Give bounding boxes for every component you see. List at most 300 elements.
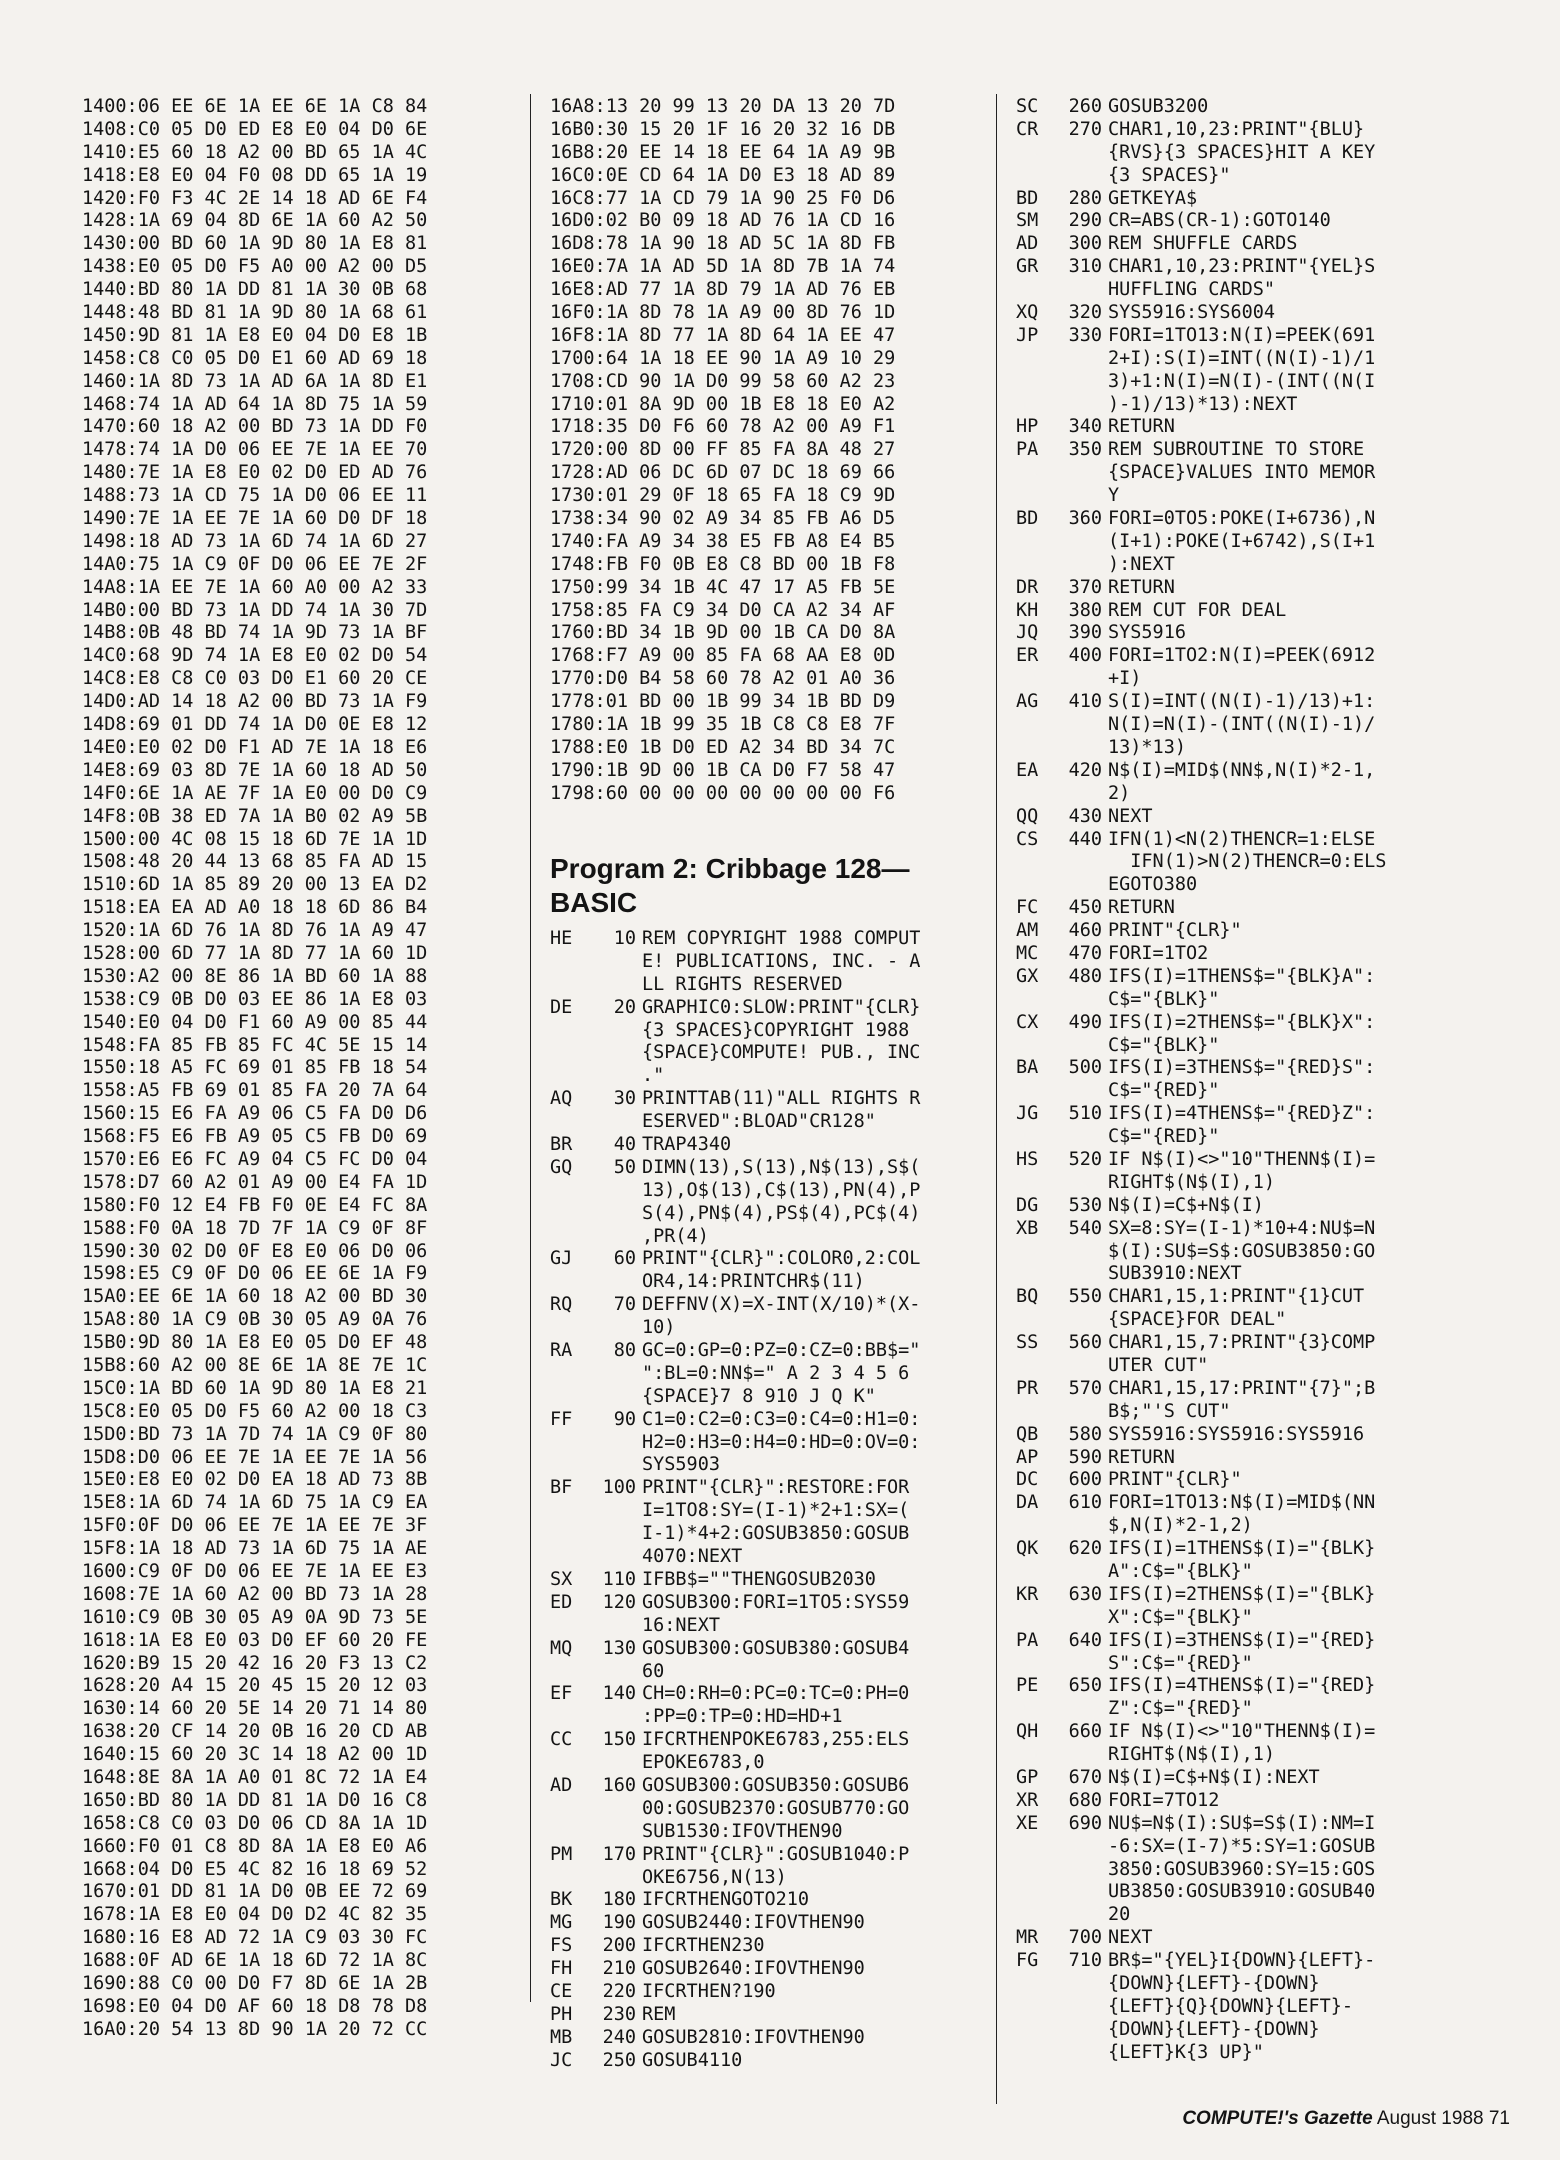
basic-line (550, 997, 990, 1020)
basic-line (1016, 920, 1496, 943)
basic-line (550, 1065, 990, 1088)
basic-line (550, 1134, 990, 1157)
basic-line (550, 1546, 990, 1569)
code-text: CHAR1,15,17:PRINT"{7}";B (1108, 1377, 1376, 1399)
basic-line (550, 1523, 990, 1546)
basic-line (1016, 1057, 1496, 1080)
checksum (1016, 1607, 1056, 1630)
line-number (590, 1203, 642, 1226)
hex-line: 1730:01 29 0F 18 65 FA 18 C9 9D (550, 485, 896, 507)
code-text: ESERVED":BLOAD"CR128" (642, 1111, 876, 1133)
line-number (590, 1317, 642, 1340)
checksum: GX (1016, 965, 1039, 987)
line-number: 290 (1068, 210, 1102, 232)
basic-line (550, 1706, 990, 1729)
hex-line: 1670:01 DD 81 1A D0 0B EE 72 69 (82, 1881, 428, 1903)
code-text: C1=0:C2=0:C3=0:C4=0:H1=0: (642, 1408, 921, 1430)
checksum (1016, 737, 1056, 760)
line-number: 390 (1068, 622, 1102, 644)
code-text: OR4,14:PRINTCHR$(11) (642, 1271, 865, 1293)
hex-line: 1600:C9 0F D0 06 EE 7E 1A EE E3 (82, 1561, 428, 1582)
line-number (590, 1271, 642, 1294)
checksum: RQ (550, 1294, 573, 1316)
code-text: IFS(I)=2THENS$="{BLK}X": (1108, 1011, 1376, 1033)
code-text: GOSUB2810:IFOVTHEN90 (642, 2026, 865, 2048)
basic-line (1016, 829, 1496, 852)
code-text: SYS5916:SYS5916:SYS5916 (1108, 1423, 1365, 1445)
hex-line: 14A0:75 1A C9 0F D0 06 EE 7E 2F (82, 553, 428, 575)
code-text: IFN(1)>N(2)THENCR=0:ELS (1108, 851, 1387, 873)
line-number: 550 (1068, 1286, 1102, 1308)
hex-line: 1758:85 FA C9 34 D0 CA A2 34 AF (550, 599, 896, 621)
code-text: 10) (642, 1317, 676, 1339)
hex-line: 15C0:1A BD 60 1A 9D 80 1A E8 21 (82, 1377, 428, 1399)
code-text: RIGHT$(N$(I),1) (1108, 1171, 1276, 1193)
line-number (590, 951, 642, 974)
code-text: GRAPHIC0:SLOW:PRINT"{CLR} (642, 996, 921, 1018)
line-number: 100 (602, 1477, 636, 1499)
code-text: I=1TO8:SY=(I-1)*2+1:SX=( (642, 1500, 910, 1522)
line-number: 190 (602, 1912, 636, 1934)
code-text: X":C$="{BLK}" (1108, 1606, 1253, 1628)
line-number (1056, 165, 1108, 188)
hex-line: 1460:1A 8D 73 1A AD 6A 1A 8D E1 (82, 370, 428, 392)
code-text: $,N(I)*2-1,2) (1108, 1515, 1253, 1537)
checksum (550, 1386, 590, 1409)
code-text: DIMN(13),S(13),N$(13),S$( (642, 1156, 921, 1178)
basic-line (1016, 691, 1496, 714)
page-footer (1050, 2108, 1510, 2138)
code-text: IFS(I)=1THENS$="{BLK}A": (1108, 965, 1376, 987)
program-2-heading (550, 852, 990, 920)
checksum (1016, 2042, 1056, 2065)
basic-line (1016, 1355, 1496, 1378)
checksum (1016, 371, 1056, 394)
line-number: 130 (602, 1637, 636, 1659)
hex-line: 1580:F0 12 E4 FB F0 0E E4 FC 8A (82, 1194, 428, 1216)
hex-line: 1420:F0 F3 4C 2E 14 18 AD 6E F4 (82, 187, 428, 209)
hex-line: 1760:BD 34 1B 9D 00 1B CA D0 8A (550, 622, 896, 644)
basic-line (550, 1592, 990, 1615)
checksum (550, 1821, 590, 1844)
basic-line (1016, 119, 1496, 142)
checksum: KR (1016, 1583, 1039, 1605)
code-text: NU$=N$(I):SU$=S$(I):NM=I (1108, 1812, 1376, 1834)
code-text: SX=8:SY=(I-1)*10+4:NU$=N (1108, 1217, 1376, 1239)
hex-line: 1430:00 BD 60 1A 9D 80 1A E8 81 (82, 233, 428, 255)
line-number: 710 (1068, 1950, 1102, 1972)
checksum: QK (1016, 1538, 1039, 1560)
checksum (550, 1203, 590, 1226)
code-text: CH=0:RH=0:PC=0:TC=0:PH=0 (642, 1683, 910, 1705)
checksum: QB (1016, 1423, 1039, 1445)
code-text: {DOWN}{LEFT}-{DOWN} (1108, 2018, 1320, 2040)
line-number: 230 (602, 2003, 636, 2025)
checksum: GQ (550, 1156, 573, 1178)
checksum (1016, 874, 1056, 897)
code-text: :PP=0:TP=0:HD=HD+1 (642, 1706, 843, 1728)
checksum (1016, 668, 1056, 691)
basic-line (1016, 1218, 1496, 1241)
checksum (1016, 1744, 1056, 1767)
checksum: MG (550, 1912, 573, 1934)
basic-line (1016, 1996, 1496, 2019)
checksum (550, 1363, 590, 1386)
line-number (1056, 531, 1108, 554)
checksum: EA (1016, 759, 1039, 781)
basic-line (550, 1912, 990, 1935)
line-number (1056, 485, 1108, 508)
line-number: 200 (602, 1935, 636, 1957)
code-text: IFN(1)<N(2)THENCR=1:ELSE (1108, 828, 1376, 850)
line-number (590, 1065, 642, 1088)
line-number: 20 (613, 996, 636, 1018)
hex-line: 15D0:BD 73 1A 7D 74 1A C9 0F 80 (82, 1423, 428, 1445)
basic-line (1016, 1035, 1496, 1058)
checksum: AD (550, 1774, 573, 1796)
basic-line (550, 1615, 990, 1638)
basic-line (1016, 783, 1496, 806)
basic-line (1016, 1195, 1496, 1218)
line-number (590, 1500, 642, 1523)
code-text: RETURN (1108, 576, 1175, 598)
code-text: 2+I):S(I)=INT((N(I)-1)/1 (1108, 347, 1376, 369)
basic-line (1016, 1447, 1496, 1470)
hex-line: 1768:F7 A9 00 85 FA 68 AA E8 0D (550, 645, 896, 667)
code-text: E! PUBLICATIONS, INC. - A (642, 950, 921, 972)
code-text: C$="{BLK}" (1108, 1034, 1220, 1056)
checksum (1016, 989, 1056, 1012)
line-number: 480 (1068, 965, 1102, 987)
hex-line: 1418:E8 E0 04 F0 08 DD 65 1A 19 (82, 164, 428, 186)
checksum: SX (550, 1568, 573, 1590)
line-number: 90 (613, 1408, 636, 1430)
code-text: 13),O$(13),C$(13),PN(4),P (642, 1179, 921, 1201)
basic-line (1016, 1103, 1496, 1126)
hex-line: 15F0:0F D0 06 EE 7E 1A EE 7E 3F (82, 1515, 428, 1537)
code-text: IFS(I)=3THENS$(I)="{RED} (1108, 1629, 1376, 1651)
hex-line: 15E8:1A 6D 74 1A 6D 75 1A C9 EA (82, 1492, 428, 1514)
basic-line (1016, 439, 1496, 462)
checksum: JC (550, 2049, 573, 2071)
program-2-subtitle: Cribbage 128— (705, 853, 910, 884)
basic-line (550, 1454, 990, 1477)
line-number: 40 (613, 1134, 636, 1156)
line-number: 210 (602, 1958, 636, 1980)
basic-line (550, 1844, 990, 1867)
code-text: IFBB$=""THENGOSUB2030 (642, 1568, 876, 1590)
checksum: SS (1016, 1332, 1039, 1354)
hex-line: 1530:A2 00 8E 86 1A BD 60 1A 88 (82, 965, 428, 987)
basic-line (550, 974, 990, 997)
basic-line (550, 1661, 990, 1684)
basic-line (1016, 1126, 1496, 1149)
line-number (1056, 851, 1108, 874)
line-number (1056, 1904, 1108, 1927)
checksum: XB (1016, 1217, 1039, 1239)
hex-line: 1790:1B 9D 00 1B CA D0 F7 58 47 (550, 759, 896, 781)
code-text: {3 SPACES}" (1108, 164, 1231, 186)
code-text: IFS(I)=4THENS$="{RED}Z": (1108, 1103, 1376, 1125)
checksum: MB (550, 2026, 573, 2048)
checksum (1016, 1515, 1056, 1538)
code-text: SYS5916 (1108, 622, 1186, 644)
basic-line (1016, 1424, 1496, 1447)
basic-line (550, 928, 990, 951)
code-text: RETURN (1108, 1446, 1175, 1468)
code-text: CHAR1,10,23:PRINT"{YEL}S (1108, 256, 1376, 278)
code-text: RETURN (1108, 416, 1175, 438)
checksum (1016, 165, 1056, 188)
checksum (550, 1706, 590, 1729)
line-number (1056, 1035, 1108, 1058)
line-number: 580 (1068, 1423, 1102, 1445)
checksum (550, 1042, 590, 1065)
basic-line (550, 1294, 990, 1317)
basic-line (1016, 1401, 1496, 1424)
code-text: SYS5916:SYS6004 (1108, 302, 1276, 324)
hex-line: 1738:34 90 02 A9 34 85 FB A6 D5 (550, 508, 896, 530)
checksum (550, 1020, 590, 1043)
line-number (590, 1363, 642, 1386)
line-number (590, 1661, 642, 1684)
code-text: FORI=1TO2 (1108, 942, 1209, 964)
checksum (1016, 531, 1056, 554)
line-number (1056, 1263, 1108, 1286)
line-number: 220 (602, 1980, 636, 2002)
checksum: PH (550, 2003, 573, 2025)
checksum (1016, 1401, 1056, 1424)
hex-line: 15D8:D0 06 EE 7E 1A EE 7E 1A 56 (82, 1446, 428, 1468)
hex-line: 16A0:20 54 13 8D 90 1A 20 72 CC (82, 2018, 428, 2040)
hex-line: 1658:C8 C0 03 D0 06 CD 8A 1A 1D (82, 1812, 428, 1834)
line-number: 370 (1068, 576, 1102, 598)
line-number (1056, 1859, 1108, 1882)
checksum (1016, 1859, 1056, 1882)
checksum (1016, 1355, 1056, 1378)
line-number: 700 (1068, 1927, 1102, 1949)
checksum: HP (1016, 416, 1039, 438)
checksum (1016, 1035, 1056, 1058)
checksum: BA (1016, 1057, 1039, 1079)
line-number (1056, 783, 1108, 806)
line-number (590, 974, 642, 997)
code-text: PRINTTAB(11)"ALL RIGHTS R (642, 1088, 921, 1110)
hex-line: 1590:30 02 D0 0F E8 E0 06 D0 06 (82, 1240, 428, 1262)
code-text: CR=ABS(CR-1):GOTO140 (1108, 210, 1331, 232)
code-text: FORI=1TO13:N$(I)=MID$(NN (1108, 1492, 1376, 1514)
checksum: HS (1016, 1148, 1039, 1170)
basic-line (1016, 966, 1496, 989)
basic-line (1016, 1241, 1496, 1264)
checksum (1016, 142, 1056, 165)
hex-line: 1668:04 D0 E5 4C 82 16 18 69 52 (82, 1858, 428, 1880)
basic-line (1016, 1881, 1496, 1904)
basic-line (1016, 1469, 1496, 1492)
code-text: SUB1530:IFOVTHEN90 (642, 1820, 843, 1842)
hex-line: 16A8:13 20 99 13 20 DA 13 20 7D (550, 96, 896, 117)
hex-line: 1550:18 A5 FC 69 01 85 FB 18 54 (82, 1057, 428, 1079)
line-number: 650 (1068, 1675, 1102, 1697)
hex-line: 16B8:20 EE 14 18 EE 64 1A A9 9B (550, 141, 896, 163)
basic-line (1016, 851, 1496, 874)
line-number: 360 (1068, 508, 1102, 530)
basic-line (550, 1180, 990, 1203)
hex-line: 1708:CD 90 1A D0 99 58 60 A2 23 (550, 370, 896, 392)
hex-line: 1520:1A 6D 76 1A 8D 76 1A A9 47 (82, 920, 428, 942)
basic-line (1016, 348, 1496, 371)
hex-line: 15A8:80 1A C9 0B 30 05 A9 0A 76 (82, 1309, 428, 1331)
checksum: PR (1016, 1377, 1039, 1399)
code-text: FORI=0TO5:POKE(I+6736),N (1108, 508, 1376, 530)
basic-line (1016, 233, 1496, 256)
checksum: GR (1016, 256, 1039, 278)
code-text: H2=0:H3=0:H4=0:HD=0:OV=0: (642, 1431, 921, 1453)
hex-line: 1718:35 D0 F6 60 78 A2 00 A9 F1 (550, 416, 896, 438)
code-text: Z":C$="{RED}" (1108, 1698, 1253, 1720)
line-number (1056, 1881, 1108, 1904)
checksum (1016, 1561, 1056, 1584)
code-text: {LEFT}{Q}{DOWN}{LEFT}- (1108, 1995, 1354, 2017)
checksum (1016, 1126, 1056, 1149)
basic-line (1016, 142, 1496, 165)
hex-line: 16F0:1A 8D 78 1A A9 00 8D 76 1D (550, 302, 896, 324)
code-text: S(I)=INT((N(I)-1)/13)+1: (1108, 691, 1376, 713)
hex-line: 1728:AD 06 DC 6D 07 DC 18 69 66 (550, 462, 896, 484)
hex-line: 1568:F5 E6 FB A9 05 C5 FB D0 69 (82, 1126, 428, 1148)
basic-line (1016, 2019, 1496, 2042)
hex-line: 1780:1A 1B 99 35 1B C8 C8 E8 7F (550, 714, 896, 736)
code-text: PRINT"{CLR}":COLOR0,2:COL (642, 1248, 921, 1270)
code-text: CHAR1,15,7:PRINT"{3}COMP (1108, 1332, 1376, 1354)
line-number: 300 (1068, 233, 1102, 255)
code-text: GOSUB300:FORI=1TO5:SYS59 (642, 1591, 910, 1613)
checksum: CR (1016, 118, 1039, 140)
line-number (1056, 348, 1108, 371)
basic-line (550, 1111, 990, 1134)
line-number (1056, 1241, 1108, 1264)
line-number (1056, 462, 1108, 485)
hex-line: 1410:E5 60 18 A2 00 BD 65 1A 4C (82, 141, 428, 163)
basic-line (1016, 1584, 1496, 1607)
code-text: REM SHUFFLE CARDS (1108, 233, 1298, 255)
code-text: PRINT"{CLR}":GOSUB1040:P (642, 1843, 910, 1865)
line-number: 540 (1068, 1217, 1102, 1239)
basic-line (1016, 1607, 1496, 1630)
hex-line: 1750:99 34 1B 4C 47 17 A5 FB 5E (550, 576, 896, 598)
hex-line: 16D0:02 B0 09 18 AD 76 1A CD 16 (550, 210, 896, 232)
line-number (1056, 737, 1108, 760)
basic-line (1016, 577, 1496, 600)
basic-line (1016, 1630, 1496, 1653)
basic-line (550, 1020, 990, 1043)
hex-line: 15C8:E0 05 D0 F5 60 A2 00 18 C3 (82, 1400, 428, 1422)
line-number (590, 1523, 642, 1546)
basic-line (1016, 210, 1496, 233)
basic-line (550, 1889, 990, 1912)
checksum (1016, 1904, 1056, 1927)
basic-line (1016, 394, 1496, 417)
code-text: 13)*13) (1108, 736, 1186, 758)
checksum: DE (550, 996, 573, 1018)
line-number (1056, 1836, 1108, 1859)
checksum: BQ (1016, 1286, 1039, 1308)
checksum (1016, 2019, 1056, 2042)
hex-line: 15A0:EE 6E 1A 60 18 A2 00 BD 30 (82, 1286, 428, 1308)
checksum (1016, 462, 1056, 485)
basic-line (1016, 371, 1496, 394)
basic-line (550, 1935, 990, 1958)
line-number: 610 (1068, 1492, 1102, 1514)
code-text: CHAR1,10,23:PRINT"{BLU} (1108, 118, 1365, 140)
code-text: {SPACE}7 8 910 J Q K" (642, 1385, 876, 1407)
line-number: 160 (602, 1774, 636, 1796)
checksum (550, 1523, 590, 1546)
code-text: -6:SX=(I-7)*5:SY=1:GOSUB (1108, 1835, 1376, 1857)
checksum: FC (1016, 897, 1039, 919)
hex-line: 1798:60 00 00 00 00 00 00 00 F6 (550, 782, 896, 804)
checksum (1016, 714, 1056, 737)
checksum: CC (550, 1729, 573, 1751)
checksum: BD (1016, 187, 1039, 209)
line-number: 250 (602, 2049, 636, 2071)
checksum: PA (1016, 1629, 1039, 1651)
code-text: GOSUB2440:IFOVTHEN90 (642, 1912, 865, 1934)
checksum (550, 1111, 590, 1134)
checksum (550, 1500, 590, 1523)
basic-line (1016, 943, 1496, 966)
basic-line (1016, 622, 1496, 645)
hex-line: 1538:C9 0B D0 03 EE 86 1A E8 03 (82, 988, 428, 1010)
hex-line: 1628:20 A4 15 20 45 15 20 12 03 (82, 1675, 428, 1697)
checksum: DC (1016, 1469, 1039, 1491)
basic-line (550, 1042, 990, 1065)
hex-line: 1480:7E 1A E8 E0 02 D0 ED AD 76 (82, 462, 428, 484)
hex-line: 1608:7E 1A 60 A2 00 BD 73 1A 28 (82, 1583, 428, 1605)
basic-line (1016, 1721, 1496, 1744)
footer-magazine: COMPUTE!'s Gazette (1182, 2108, 1373, 2129)
checksum: AQ (550, 1088, 573, 1110)
basic-line (1016, 600, 1496, 623)
hex-line: 1518:EA EA AD A0 18 18 6D 86 B4 (82, 897, 428, 919)
hex-line: 14B8:0B 48 BD 74 1A 9D 73 1A BF (82, 622, 428, 644)
line-number: 110 (602, 1568, 636, 1590)
line-number (1056, 371, 1108, 394)
code-text: IFS(I)=1THENS$(I)="{BLK} (1108, 1538, 1376, 1560)
basic-line (1016, 668, 1496, 691)
hex-listing-column-2 (550, 96, 985, 806)
hex-line: 14D0:AD 14 18 A2 00 BD 73 1A F9 (82, 691, 428, 713)
basic-line (1016, 1813, 1496, 1836)
basic-line (1016, 897, 1496, 920)
basic-line (1016, 462, 1496, 485)
code-text: IFS(I)=4THENS$(I)="{RED} (1108, 1675, 1376, 1697)
checksum: HE (550, 928, 573, 949)
line-number: 400 (1068, 645, 1102, 667)
code-text: FORI=1TO13:N(I)=PEEK(691 (1108, 324, 1376, 346)
code-text: (I+1):POKE(I+6742),S(I+1 (1108, 530, 1376, 552)
line-number: 520 (1068, 1148, 1102, 1170)
hex-line: 1570:E6 E6 FC A9 04 C5 FC D0 04 (82, 1148, 428, 1170)
checksum (550, 1454, 590, 1477)
code-text: IFCRTHENPOKE6783,255:ELS (642, 1729, 910, 1751)
checksum (1016, 1080, 1056, 1103)
hex-line: 1770:D0 B4 58 60 78 A2 01 A0 36 (550, 668, 896, 690)
hex-line: 14F0:6E 1A AE 7F 1A E0 00 D0 C9 (82, 782, 428, 804)
line-number (590, 1821, 642, 1844)
basic-line (550, 1981, 990, 2004)
code-text: IF N$(I)<>"10"THENN$(I)= (1108, 1148, 1376, 1170)
